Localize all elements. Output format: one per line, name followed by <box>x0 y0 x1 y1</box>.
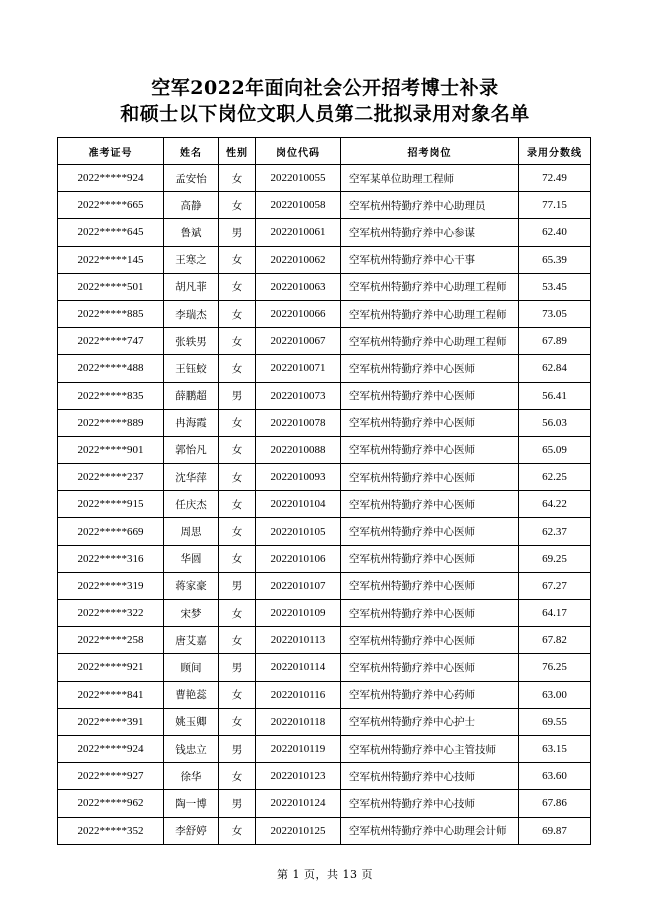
table-row <box>58 654 591 681</box>
page-footer: 第 1 页，共 13 页 <box>277 868 373 881</box>
cell-score: 67.82 <box>519 627 591 654</box>
cell-post: 空军杭州特勤疗养中心参谋 <box>341 219 519 246</box>
cell-post: 空军杭州特勤疗养中心助理工程师 <box>341 273 519 300</box>
cell-score: 69.87 <box>519 817 591 844</box>
cell-post: 空军杭州特勤疗养中心护士 <box>341 708 519 735</box>
cell-post: 空军杭州特勤疗养中心医师 <box>341 436 519 463</box>
cell-name: 高静 <box>164 192 219 219</box>
cell-post-code: 2022010071 <box>256 355 341 382</box>
cell-exam-id: 2022*****924 <box>58 735 164 762</box>
header-name: 姓名 <box>164 138 219 165</box>
table-row <box>58 790 591 817</box>
cell-score: 67.89 <box>519 328 591 355</box>
cell-exam-id: 2022*****322 <box>58 600 164 627</box>
cell-name: 孟安怡 <box>164 165 219 192</box>
cell-exam-id: 2022*****962 <box>58 790 164 817</box>
cell-gender: 男 <box>219 382 256 409</box>
table-row <box>58 409 591 436</box>
cell-post-code: 2022010058 <box>256 192 341 219</box>
cell-post-code: 2022010109 <box>256 600 341 627</box>
cell-post-code: 2022010123 <box>256 763 341 790</box>
table-row <box>58 627 591 654</box>
cell-score: 67.27 <box>519 572 591 599</box>
cell-score: 65.09 <box>519 436 591 463</box>
cell-name: 唐艾嘉 <box>164 627 219 654</box>
cell-score: 62.25 <box>519 464 591 491</box>
cell-score: 63.60 <box>519 763 591 790</box>
table-row <box>58 681 591 708</box>
cell-score: 53.45 <box>519 273 591 300</box>
table-row <box>58 192 591 219</box>
table-row <box>58 572 591 599</box>
cell-post-code: 2022010062 <box>256 246 341 273</box>
cell-gender: 女 <box>219 518 256 545</box>
cell-post-code: 2022010061 <box>256 219 341 246</box>
cell-post-code: 2022010119 <box>256 735 341 762</box>
cell-gender: 女 <box>219 409 256 436</box>
table-row <box>58 382 591 409</box>
cell-exam-id: 2022*****319 <box>58 572 164 599</box>
cell-post-code: 2022010067 <box>256 328 341 355</box>
cell-gender: 女 <box>219 355 256 382</box>
cell-post: 空军杭州特勤疗养中心医师 <box>341 545 519 572</box>
cell-name: 沈华萍 <box>164 464 219 491</box>
cell-post: 空军某单位助理工程师 <box>341 165 519 192</box>
cell-score: 67.86 <box>519 790 591 817</box>
table-row <box>58 491 591 518</box>
cell-exam-id: 2022*****889 <box>58 409 164 436</box>
cell-post-code: 2022010055 <box>256 165 341 192</box>
cell-name: 张轶男 <box>164 328 219 355</box>
cell-exam-id: 2022*****258 <box>58 627 164 654</box>
cell-gender: 女 <box>219 192 256 219</box>
cell-post-code: 2022010104 <box>256 491 341 518</box>
cell-gender: 男 <box>219 654 256 681</box>
table-row <box>58 273 591 300</box>
cell-name: 顾间 <box>164 654 219 681</box>
table-row <box>58 436 591 463</box>
cell-gender: 女 <box>219 763 256 790</box>
cell-post-code: 2022010106 <box>256 545 341 572</box>
cell-exam-id: 2022*****237 <box>58 464 164 491</box>
cell-name: 李舒婷 <box>164 817 219 844</box>
cell-post-code: 2022010107 <box>256 572 341 599</box>
cell-gender: 女 <box>219 246 256 273</box>
cell-exam-id: 2022*****665 <box>58 192 164 219</box>
table-row <box>58 817 591 844</box>
cell-gender: 女 <box>219 491 256 518</box>
header-score: 录用分数线 <box>519 138 591 165</box>
cell-post: 空军杭州特勤疗养中心干事 <box>341 246 519 273</box>
cell-gender: 男 <box>219 572 256 599</box>
cell-score: 62.37 <box>519 518 591 545</box>
cell-post-code: 2022010105 <box>256 518 341 545</box>
cell-name: 曹艳蕊 <box>164 681 219 708</box>
cell-score: 56.03 <box>519 409 591 436</box>
cell-gender: 女 <box>219 708 256 735</box>
cell-score: 64.22 <box>519 491 591 518</box>
cell-post-code: 2022010113 <box>256 627 341 654</box>
cell-name: 薛鹏超 <box>164 382 219 409</box>
cell-exam-id: 2022*****747 <box>58 328 164 355</box>
table-row <box>58 708 591 735</box>
cell-gender: 女 <box>219 627 256 654</box>
cell-exam-id: 2022*****145 <box>58 246 164 273</box>
table-row <box>58 464 591 491</box>
cell-exam-id: 2022*****841 <box>58 681 164 708</box>
table-row <box>58 328 591 355</box>
cell-post: 空军杭州特勤疗养中心医师 <box>341 600 519 627</box>
cell-name: 王钰蛟 <box>164 355 219 382</box>
cell-post: 空军杭州特勤疗养中心助理工程师 <box>341 328 519 355</box>
cell-name: 郭怡凡 <box>164 436 219 463</box>
cell-name: 华圆 <box>164 545 219 572</box>
cell-post-code: 2022010118 <box>256 708 341 735</box>
cell-post-code: 2022010088 <box>256 436 341 463</box>
header-exam-id: 准考证号 <box>58 138 164 165</box>
cell-score: 65.39 <box>519 246 591 273</box>
cell-gender: 女 <box>219 328 256 355</box>
document-title-line-1: 空军2022年面向社会公开招考博士补录 <box>151 77 499 99</box>
cell-gender: 女 <box>219 165 256 192</box>
cell-gender: 女 <box>219 600 256 627</box>
cell-exam-id: 2022*****927 <box>58 763 164 790</box>
header-post: 招考岗位 <box>341 138 519 165</box>
cell-post: 空军杭州特勤疗养中心医师 <box>341 627 519 654</box>
cell-exam-id: 2022*****901 <box>58 436 164 463</box>
cell-exam-id: 2022*****391 <box>58 708 164 735</box>
cell-name: 陶一博 <box>164 790 219 817</box>
cell-post-code: 2022010078 <box>256 409 341 436</box>
cell-exam-id: 2022*****501 <box>58 273 164 300</box>
table-row <box>58 165 591 192</box>
cell-score: 69.25 <box>519 545 591 572</box>
cell-post: 空军杭州特勤疗养中心助理工程师 <box>341 300 519 327</box>
cell-post: 空军杭州特勤疗养中心助理员 <box>341 192 519 219</box>
table-header-row <box>58 138 591 165</box>
cell-gender: 女 <box>219 545 256 572</box>
cell-post: 空军杭州特勤疗养中心助理会计师 <box>341 817 519 844</box>
document-title-line-2: 和硕士以下岗位文职人员第二批拟录用对象名单 <box>120 103 530 125</box>
cell-post-code: 2022010114 <box>256 654 341 681</box>
cell-post: 空军杭州特勤疗养中心医师 <box>341 654 519 681</box>
header-post-code: 岗位代码 <box>256 138 341 165</box>
table-row <box>58 518 591 545</box>
cell-post: 空军杭州特勤疗养中心医师 <box>341 464 519 491</box>
cell-name: 姚玉卿 <box>164 708 219 735</box>
cell-gender: 男 <box>219 790 256 817</box>
header-gender: 性别 <box>219 138 256 165</box>
cell-post-code: 2022010124 <box>256 790 341 817</box>
cell-name: 蒋家豪 <box>164 572 219 599</box>
cell-post: 空军杭州特勤疗养中心技师 <box>341 763 519 790</box>
cell-exam-id: 2022*****645 <box>58 219 164 246</box>
table-row <box>58 545 591 572</box>
cell-post-code: 2022010066 <box>256 300 341 327</box>
cell-name: 徐华 <box>164 763 219 790</box>
cell-exam-id: 2022*****924 <box>58 165 164 192</box>
cell-gender: 女 <box>219 464 256 491</box>
cell-exam-id: 2022*****352 <box>58 817 164 844</box>
cell-score: 63.00 <box>519 681 591 708</box>
cell-post: 空军杭州特勤疗养中心医师 <box>341 491 519 518</box>
cell-score: 62.84 <box>519 355 591 382</box>
cell-name: 钱忠立 <box>164 735 219 762</box>
cell-name: 鲁斌 <box>164 219 219 246</box>
cell-gender: 女 <box>219 681 256 708</box>
cell-post: 空军杭州特勤疗养中心医师 <box>341 409 519 436</box>
cell-gender: 女 <box>219 817 256 844</box>
cell-exam-id: 2022*****669 <box>58 518 164 545</box>
cell-gender: 女 <box>219 300 256 327</box>
cell-post-code: 2022010125 <box>256 817 341 844</box>
cell-post-code: 2022010073 <box>256 382 341 409</box>
table-body <box>58 165 591 845</box>
cell-score: 69.55 <box>519 708 591 735</box>
cell-post: 空军杭州特勤疗养中心医师 <box>341 355 519 382</box>
cell-name: 冉海霞 <box>164 409 219 436</box>
cell-post-code: 2022010093 <box>256 464 341 491</box>
cell-post: 空军杭州特勤疗养中心医师 <box>341 382 519 409</box>
table-row <box>58 735 591 762</box>
table-row <box>58 355 591 382</box>
table-row <box>58 600 591 627</box>
cell-score: 77.15 <box>519 192 591 219</box>
cell-exam-id: 2022*****488 <box>58 355 164 382</box>
cell-name: 王寒之 <box>164 246 219 273</box>
cell-exam-id: 2022*****835 <box>58 382 164 409</box>
cell-name: 任庆杰 <box>164 491 219 518</box>
candidates-table <box>57 137 591 845</box>
cell-name: 李瑞杰 <box>164 300 219 327</box>
cell-post: 空军杭州特勤疗养中心药师 <box>341 681 519 708</box>
cell-gender: 男 <box>219 219 256 246</box>
cell-post: 空军杭州特勤疗养中心技师 <box>341 790 519 817</box>
cell-exam-id: 2022*****316 <box>58 545 164 572</box>
cell-exam-id: 2022*****921 <box>58 654 164 681</box>
cell-gender: 女 <box>219 436 256 463</box>
table-row <box>58 246 591 273</box>
cell-gender: 女 <box>219 273 256 300</box>
cell-name: 周思 <box>164 518 219 545</box>
cell-name: 宋梦 <box>164 600 219 627</box>
cell-score: 72.49 <box>519 165 591 192</box>
table-row <box>58 763 591 790</box>
cell-score: 73.05 <box>519 300 591 327</box>
cell-score: 56.41 <box>519 382 591 409</box>
cell-score: 64.17 <box>519 600 591 627</box>
table-row <box>58 219 591 246</box>
cell-post: 空军杭州特勤疗养中心主管技师 <box>341 735 519 762</box>
table-row <box>58 300 591 327</box>
cell-post: 空军杭州特勤疗养中心医师 <box>341 572 519 599</box>
cell-post: 空军杭州特勤疗养中心医师 <box>341 518 519 545</box>
cell-score: 76.25 <box>519 654 591 681</box>
cell-exam-id: 2022*****885 <box>58 300 164 327</box>
cell-score: 63.15 <box>519 735 591 762</box>
cell-name: 胡凡菲 <box>164 273 219 300</box>
cell-score: 62.40 <box>519 219 591 246</box>
cell-gender: 男 <box>219 735 256 762</box>
cell-exam-id: 2022*****915 <box>58 491 164 518</box>
cell-post-code: 2022010063 <box>256 273 341 300</box>
cell-post-code: 2022010116 <box>256 681 341 708</box>
